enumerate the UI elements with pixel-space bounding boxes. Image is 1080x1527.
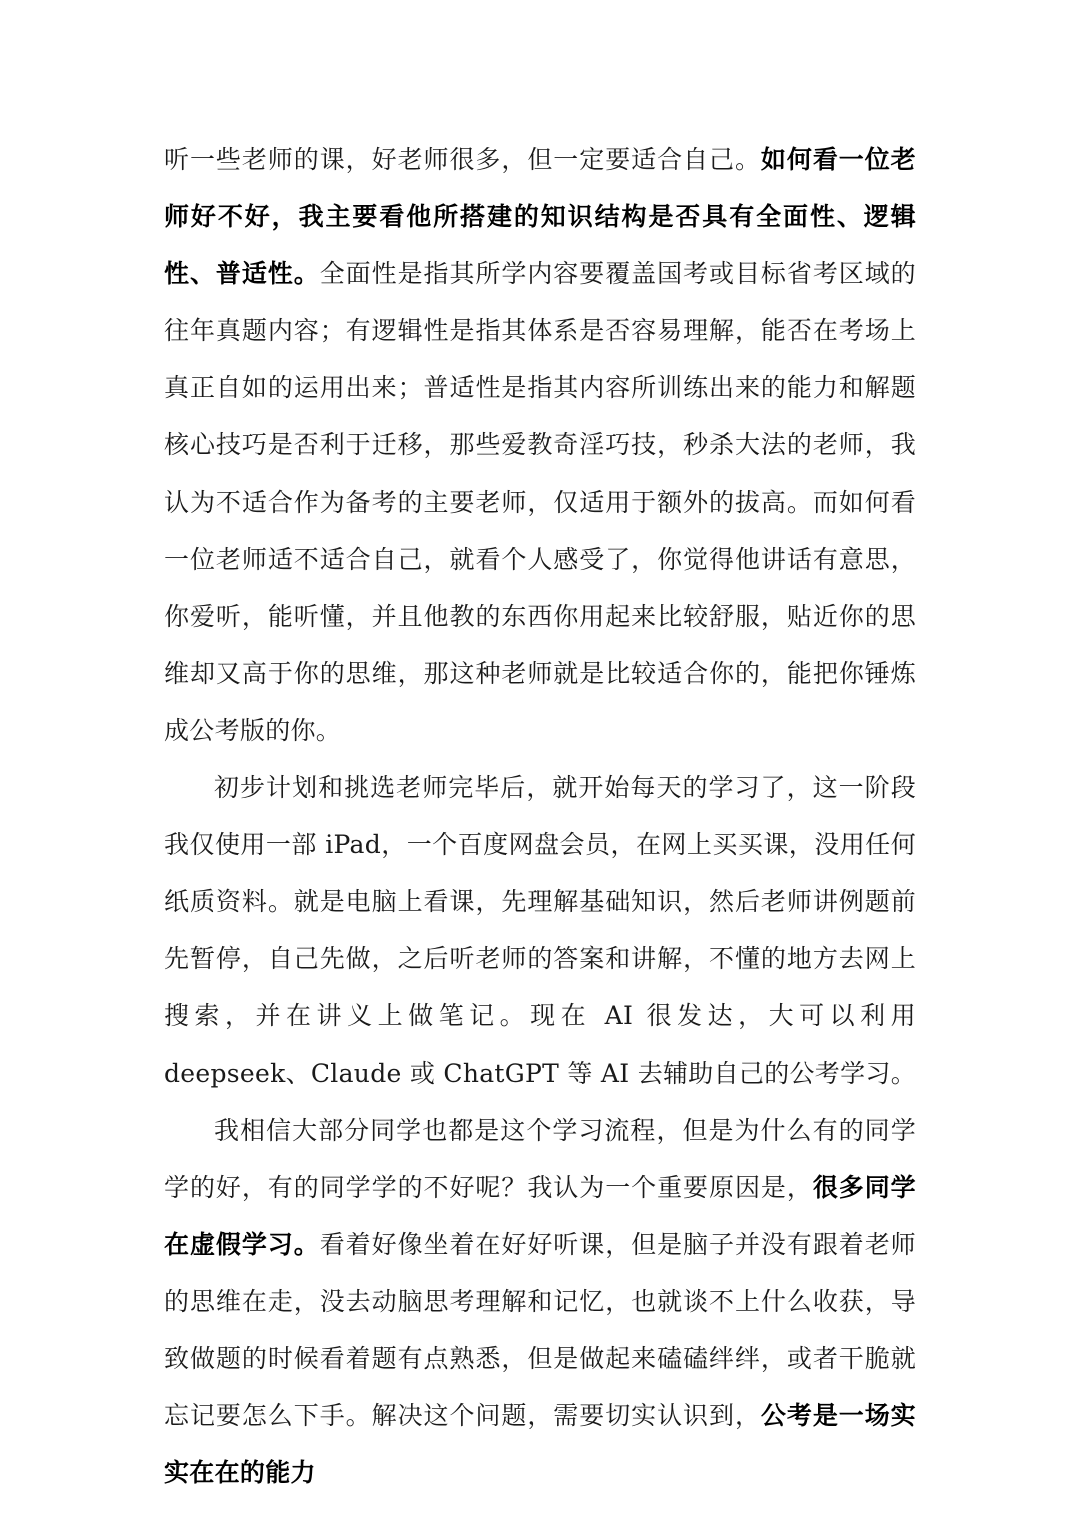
text-segment: 听一些老师的课，好老师很多，但一定要适合自己。: [164, 145, 761, 174]
body-text: [164, 131, 916, 1501]
bold-segment: 如何看一位老师好不好，我主要看他所搭建的知识结构是否具有全面性、逻辑性、普适性。: [164, 145, 916, 289]
paragraph-fake-learning: [164, 1102, 916, 1502]
text-segment: 看着好像坐着在好好听课，但是脑子并没有跟着老师的思维在走，没去动脑思考理解和记忆，也就谈不上什么收获，导致做题的时候看着题有点熟悉，但是做起来磕磕绊绊，或者干脆就忘记要怎么下手。解决这个问题，需要切实认识到，: [164, 1229, 916, 1431]
text-segment: 初步计划和挑选老师完毕后，就开始每天的学习了，这一阶段我仅使用一部 iPad，一个百度网盘会员，在网上买买课，没用任何纸质资料。就是电脑上看课，先理解基础知识，然后老师讲例题前先暂停，自己先做，之后听老师的答案和讲解，不懂的地方去网上搜索，并在讲义上做笔记。现在 AI 很发达，大可以利用 deepseek、Claude 或 ChatGPT 等 AI 去辅助自己的公考学习。: [164, 773, 917, 1088]
bold-segment: 很多同学在虚假学习。: [164, 1172, 916, 1259]
text-segment: 全面性是指其所学内容要覆盖国考或目标省考区域的往年真题内容；有逻辑性是指其体系是否容易理解，能否在考场上真正自如的运用出来；普适性是指其内容所训练出来的能力和解题核心技巧是否利于迁移，那些爱教奇淫巧技，秒杀大法的老师，我认为不适合作为备考的主要老师，仅适用于额外的拔高。而如何看一位老师适不适合自己，就看个人感受了，你觉得他讲话有意思，你爱听，能听懂，并且他教的东西你用起来比较舒服，贴近你的思维却又高于你的思维，那这种老师就是比较适合你的，能把你锤炼成公考版的你。: [164, 259, 916, 745]
paragraph-teacher-selection: [164, 131, 916, 759]
text-segment: 我相信大部分同学也都是这个学习流程，但是为什么有的同学学的好，有的同学学的不好呢？我认为一个重要原因是，: [164, 1115, 916, 1202]
bold-segment: 公考是一场实实在在的能力: [164, 1401, 916, 1488]
paragraph-study-process: [164, 759, 916, 1102]
